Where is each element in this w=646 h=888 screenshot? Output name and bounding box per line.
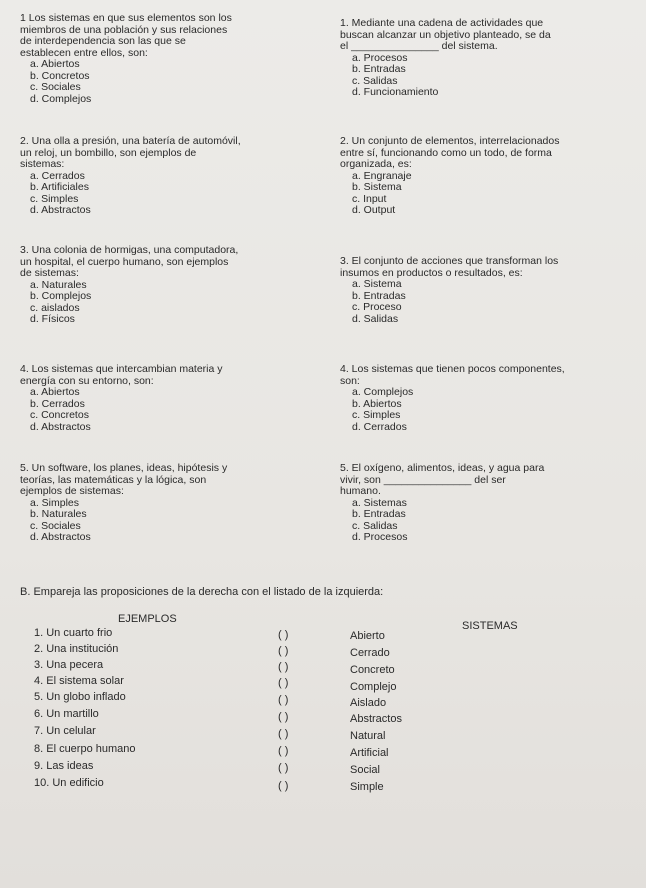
system-item: Complejo [350, 681, 397, 693]
answer-parentheses[interactable]: ( ) [278, 728, 289, 740]
option: c. Salidas [352, 519, 398, 532]
option: d. Output [352, 204, 396, 216]
option: b. Artificiales [30, 181, 89, 193]
option: c. Concretos [30, 409, 89, 421]
left-question-5 [20, 463, 342, 544]
example-row: 8. El cuerpo humano [34, 743, 136, 755]
answer-parentheses[interactable]: ( ) [278, 745, 289, 757]
example-row: 2. Una institución [34, 643, 119, 655]
option: c. Salidas [352, 74, 398, 87]
right-question-1 [340, 18, 640, 99]
option: d. Salidas [352, 312, 399, 325]
option: a. Abiertos [30, 386, 80, 398]
section-b-title: B. Empareja las proposiciones de la derecha con el listado de la izquierda: [20, 586, 384, 598]
right-question-3 [340, 256, 640, 325]
question-stem: 2. Una olla a presión, una batería de automóvil, un reloj, un bombillo, son ejemplos de sistemas: [20, 135, 241, 170]
left-question-2 [20, 136, 342, 217]
question-stem: 2. Un conjunto de elementos, interrelacionados entre sí, funcionando como un todo, de forma organizada, es: [340, 135, 560, 170]
answer-parentheses[interactable]: ( ) [278, 762, 289, 774]
option: d. Procesos [352, 531, 408, 543]
option: b. Abiertos [352, 397, 402, 410]
right-question-5 [340, 463, 640, 544]
answer-parentheses[interactable]: ( ) [278, 694, 289, 706]
system-item: Social [350, 764, 380, 776]
option: a. Engranaje [352, 169, 412, 182]
left-question-4 [20, 364, 342, 433]
option: a. Complejos [352, 386, 414, 398]
question-stem: 5. El oxígeno, alimentos, ideas, y agua para vivir, son _______________ del ser humano. [340, 462, 545, 497]
question-stem: 4. Los sistemas que intercambian materia y energía con su entorno, son: [20, 363, 223, 387]
option: d. Funcionamiento [352, 86, 439, 98]
option: b. Naturales [30, 508, 87, 520]
system-item: Aislado [350, 697, 387, 709]
question-stem: 1. Mediante una cadena de actividades que buscan alcanzar un objetivo planteado, se da el _______________ del sistema. [340, 17, 551, 52]
left-question-1 [20, 13, 342, 105]
option: b. Complejos [30, 290, 92, 302]
option: c. Proceso [352, 301, 402, 313]
system-item: Concreto [350, 664, 395, 676]
option: b. Concretos [30, 69, 90, 82]
option: b. Cerrados [30, 397, 85, 410]
answer-parentheses[interactable]: ( ) [278, 645, 289, 657]
right-question-2 [340, 136, 640, 217]
answer-parentheses[interactable]: ( ) [278, 780, 289, 792]
option: b. Sistema [352, 181, 402, 193]
left-question-3 [20, 245, 342, 326]
option: d. Complejos [30, 92, 92, 105]
answer-parentheses[interactable]: ( ) [278, 677, 289, 689]
option: c. Simples [30, 192, 79, 205]
examples-header: EJEMPLOS [118, 613, 177, 625]
option: d. Físicos [30, 313, 75, 325]
system-item: Abierto [350, 630, 385, 642]
option: a. Abiertos [30, 58, 80, 70]
option: c. Sociales [30, 81, 81, 93]
system-item: Cerrado [350, 647, 390, 659]
systems-header: SISTEMAS [462, 620, 518, 632]
option: c. Input [352, 192, 387, 205]
option: c. Simples [352, 409, 401, 421]
example-row: 10. Un edificio [34, 777, 104, 789]
option: a. Cerrados [30, 169, 85, 182]
system-item: Simple [350, 781, 384, 793]
option: a. Naturales [30, 278, 87, 291]
option: b. Entradas [352, 289, 406, 302]
option: b. Entradas [352, 508, 406, 520]
question-stem: 3. Una colonia de hormigas, una computadora, un hospital, el cuerpo humano, son ejemplos de sistemas: [20, 244, 239, 279]
option: c. Sociales [30, 519, 81, 532]
option: a. Simples [30, 496, 80, 509]
option: a. Sistema [352, 278, 402, 290]
question-stem: 3. El conjunto de acciones que transforman los insumos en productos o resultados, es: [340, 255, 559, 279]
system-item: Artificial [350, 747, 389, 759]
option: d. Abstractos [30, 204, 91, 216]
option: d. Cerrados [352, 420, 407, 433]
answer-parentheses[interactable]: ( ) [278, 711, 289, 723]
example-row: 4. El sistema solar [34, 675, 124, 687]
question-stem: 5. Un software, los planes, ideas, hipótesis y teorías, las matemáticas y la lógica, son ejemplos de sistemas: [20, 462, 228, 497]
answer-parentheses[interactable]: ( ) [278, 661, 289, 673]
option: d. Abstractos [30, 531, 91, 543]
option: c. aislados [30, 301, 80, 314]
system-item: Abstractos [350, 713, 402, 725]
example-row: 6. Un martillo [34, 708, 99, 720]
right-question-4 [340, 364, 640, 433]
option: d. Abstractos [30, 420, 91, 433]
option: a. Sistemas [352, 496, 407, 509]
answer-parentheses[interactable]: ( ) [278, 629, 289, 641]
example-row: 5. Un globo inflado [34, 691, 126, 703]
example-row: 7. Un celular [34, 725, 96, 737]
example-row: 1. Un cuarto frio [34, 627, 113, 639]
option: a. Procesos [352, 51, 408, 64]
question-stem: 1 Los sistemas en que sus elementos son los miembros de una población y sus relaciones de interdependencia son las que se establecen entre ellos, son: [20, 12, 232, 59]
question-stem: 4. Los sistemas que tienen pocos componentes, son: [340, 363, 565, 387]
system-item: Natural [350, 730, 386, 742]
example-row: 3. Una pecera [34, 659, 104, 671]
example-row: 9. Las ideas [34, 760, 94, 772]
option: b. Entradas [352, 63, 406, 75]
